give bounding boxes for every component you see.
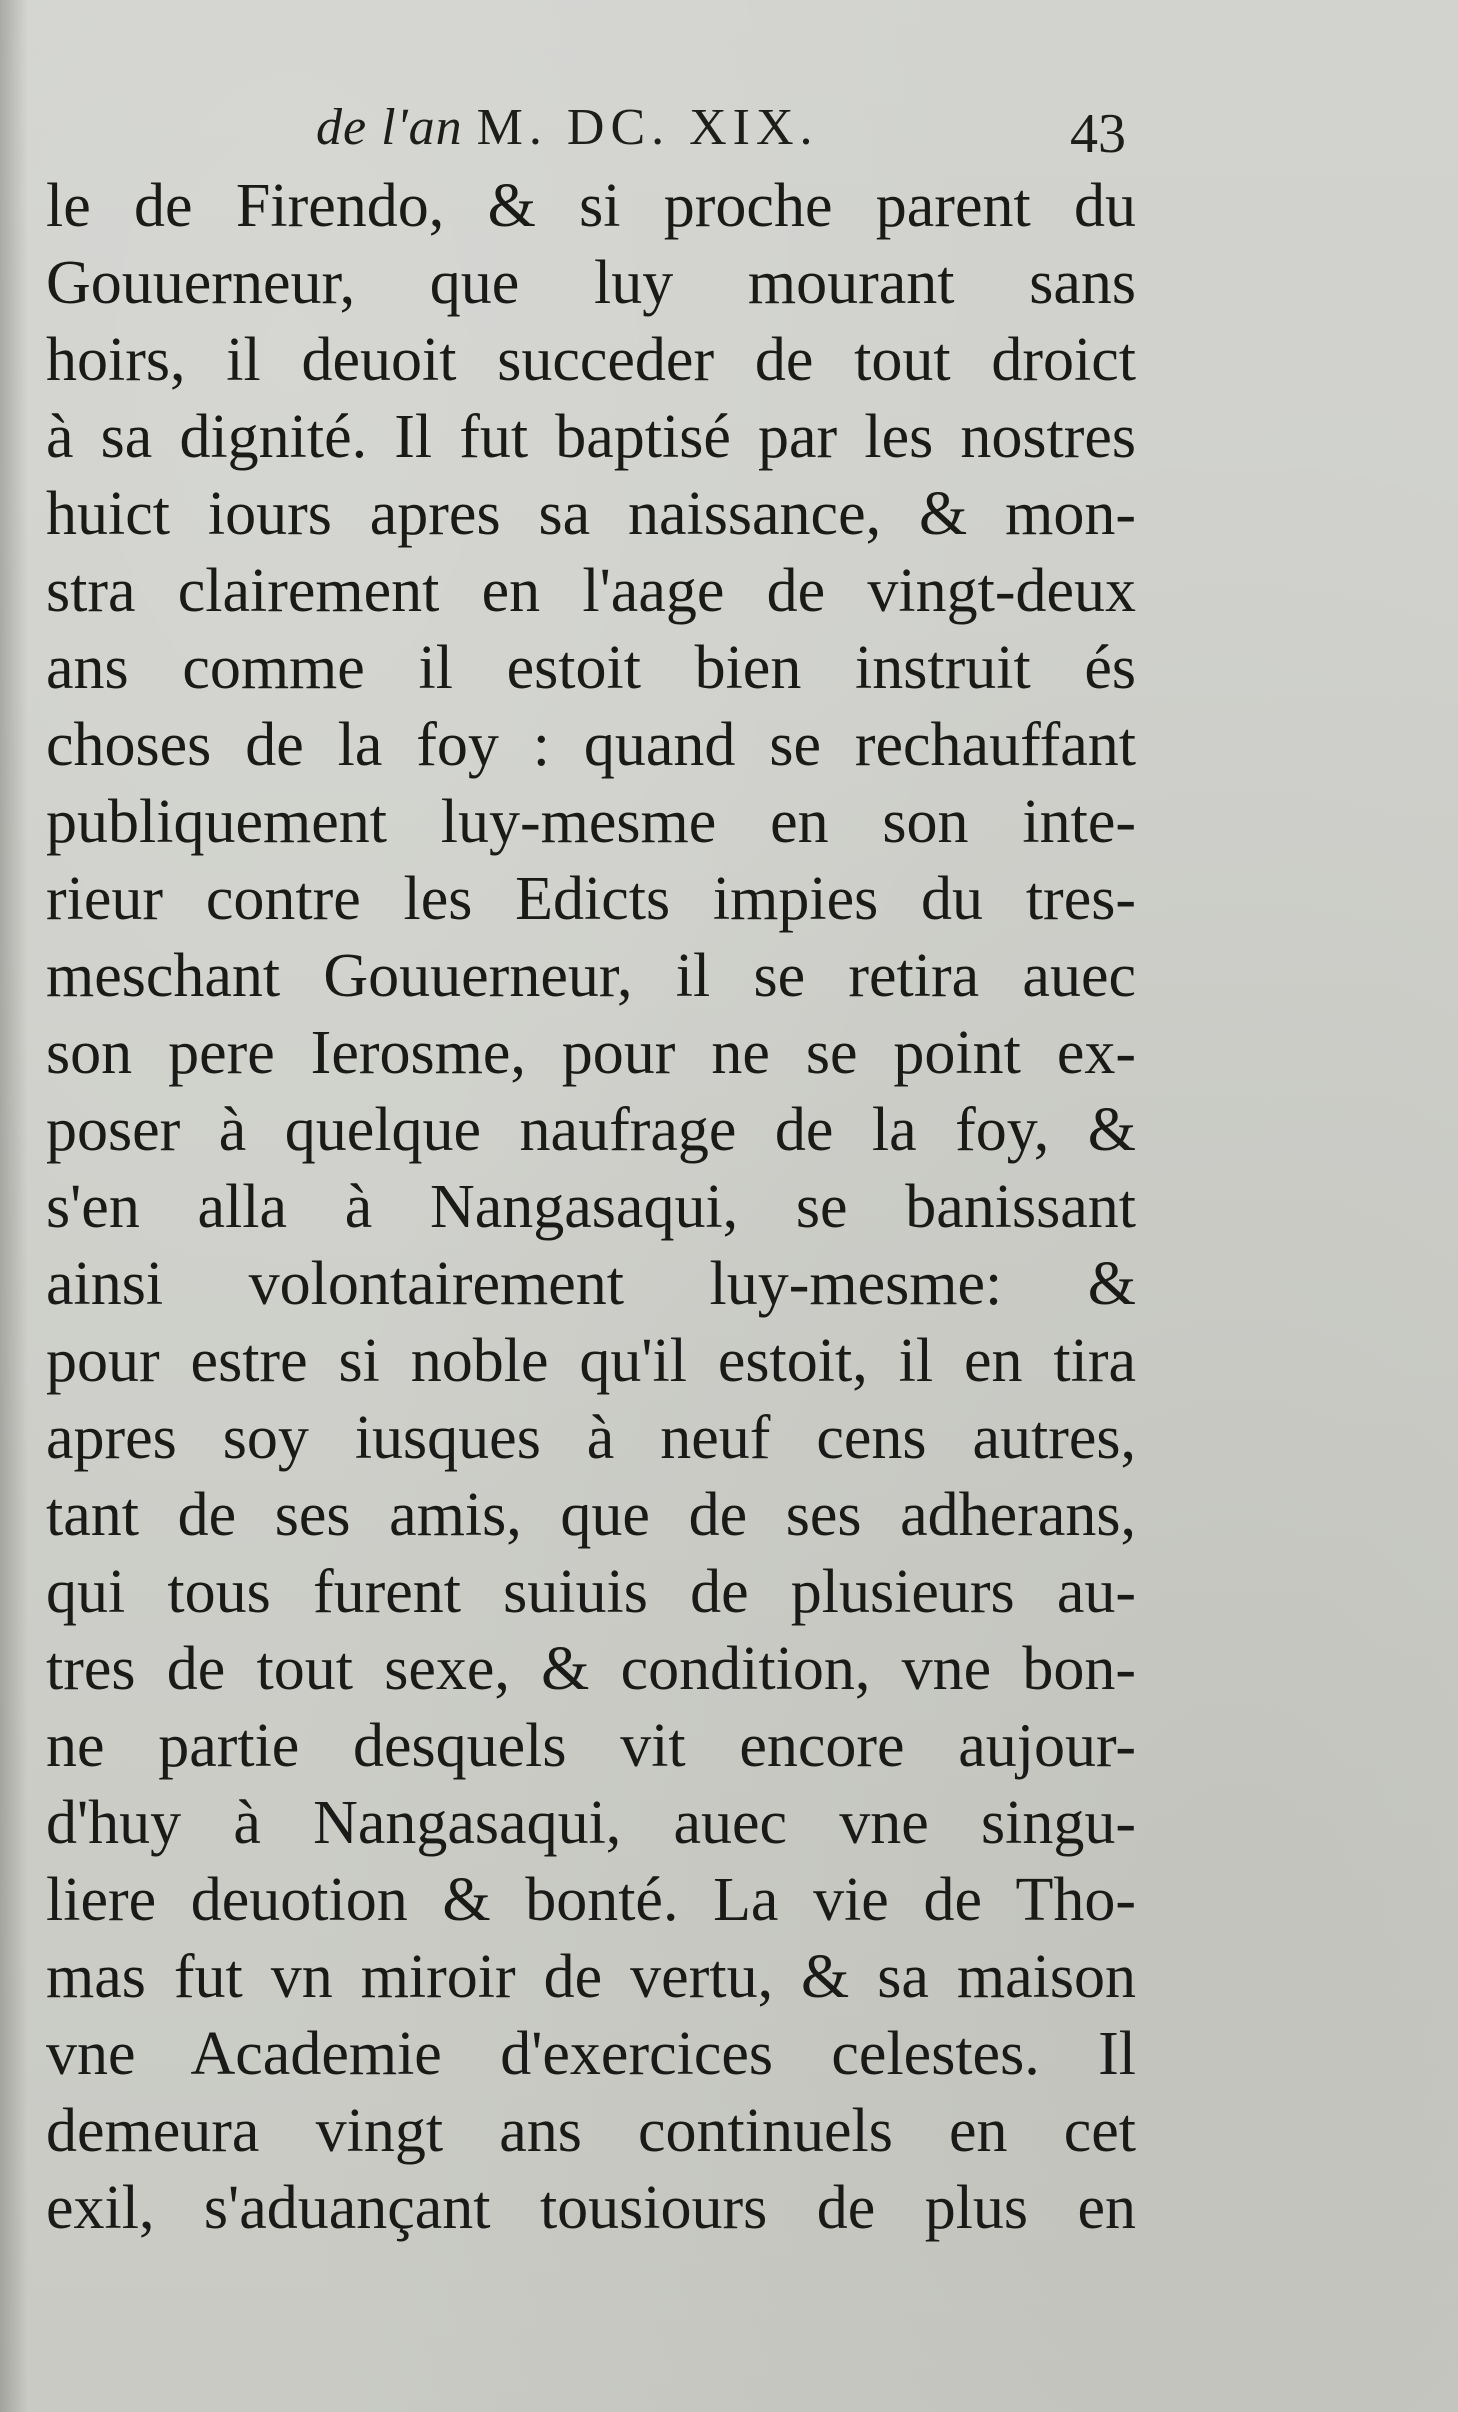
running-head <box>316 98 819 157</box>
text-line-12: son pere Ierosme, pour ne se point ex- <box>46 1019 1136 1087</box>
text-line-26: demeura vingt ans continuels en cet <box>46 2097 1136 2165</box>
text-line-9: publiquement luy-mesme en son inte- <box>46 788 1136 856</box>
text-line-27: exil, s'aduançant tousiours de plus en <box>46 2174 1136 2242</box>
text-line-25: vne Academie d'exercices celestes. Il <box>46 2020 1136 2088</box>
text-line-22: d'huy à Nangasaqui, auec vne singu- <box>46 1789 1136 1857</box>
text-line-24: mas fut vn miroir de vertu, & sa maison <box>46 1943 1136 2011</box>
page-gutter-shadow <box>0 0 28 2412</box>
text-line-21: ne partie desquels vit encore aujour- <box>46 1712 1136 1780</box>
text-line-3: hoirs, il deuoit succeder de tout droict <box>46 326 1136 394</box>
text-line-16: pour estre si noble qu'il estoit, il en tira <box>46 1327 1136 1395</box>
text-line-18: tant de ses amis, que de ses adherans, <box>46 1481 1136 1549</box>
text-line-5: huict iours apres sa naissance, & mon- <box>46 480 1136 548</box>
text-line-20: tres de tout sexe, & condition, vne bon- <box>46 1635 1136 1703</box>
text-line-1: le de Firendo, & si proche parent du <box>46 172 1136 240</box>
text-line-23: liere deuotion & bonté. La vie de Tho- <box>46 1866 1136 1934</box>
running-head-year: M. DC. XIX. <box>476 99 819 156</box>
text-line-7: ans comme il estoit bien instruit és <box>46 634 1136 702</box>
text-line-10: rieur contre les Edicts impies du tres- <box>46 865 1136 933</box>
text-line-17: apres soy iusques à neuf cens autres, <box>46 1404 1136 1472</box>
text-line-2: Gouuerneur, que luy mourant sans <box>46 249 1136 317</box>
page-number: 43 <box>1070 103 1126 165</box>
text-line-4: à sa dignité. Il fut baptisé par les nostres <box>46 403 1136 471</box>
text-line-13: poser à quelque naufrage de la foy, & <box>46 1096 1136 1164</box>
body-text <box>46 168 1136 2247</box>
text-line-6: stra clairement en l'aage de vingt-deux <box>46 557 1136 625</box>
text-line-14: s'en alla à Nangasaqui, se banissant <box>46 1173 1136 1241</box>
running-head-italic: de l'an <box>316 99 463 156</box>
text-line-15: ainsi volontairement luy-mesme: & <box>46 1250 1136 1318</box>
text-line-11: meschant Gouuerneur, il se retira auec <box>46 942 1136 1010</box>
text-line-8: choses de la foy : quand se rechauffant <box>46 711 1136 779</box>
text-line-19: qui tous furent suiuis de plusieurs au- <box>46 1558 1136 1626</box>
